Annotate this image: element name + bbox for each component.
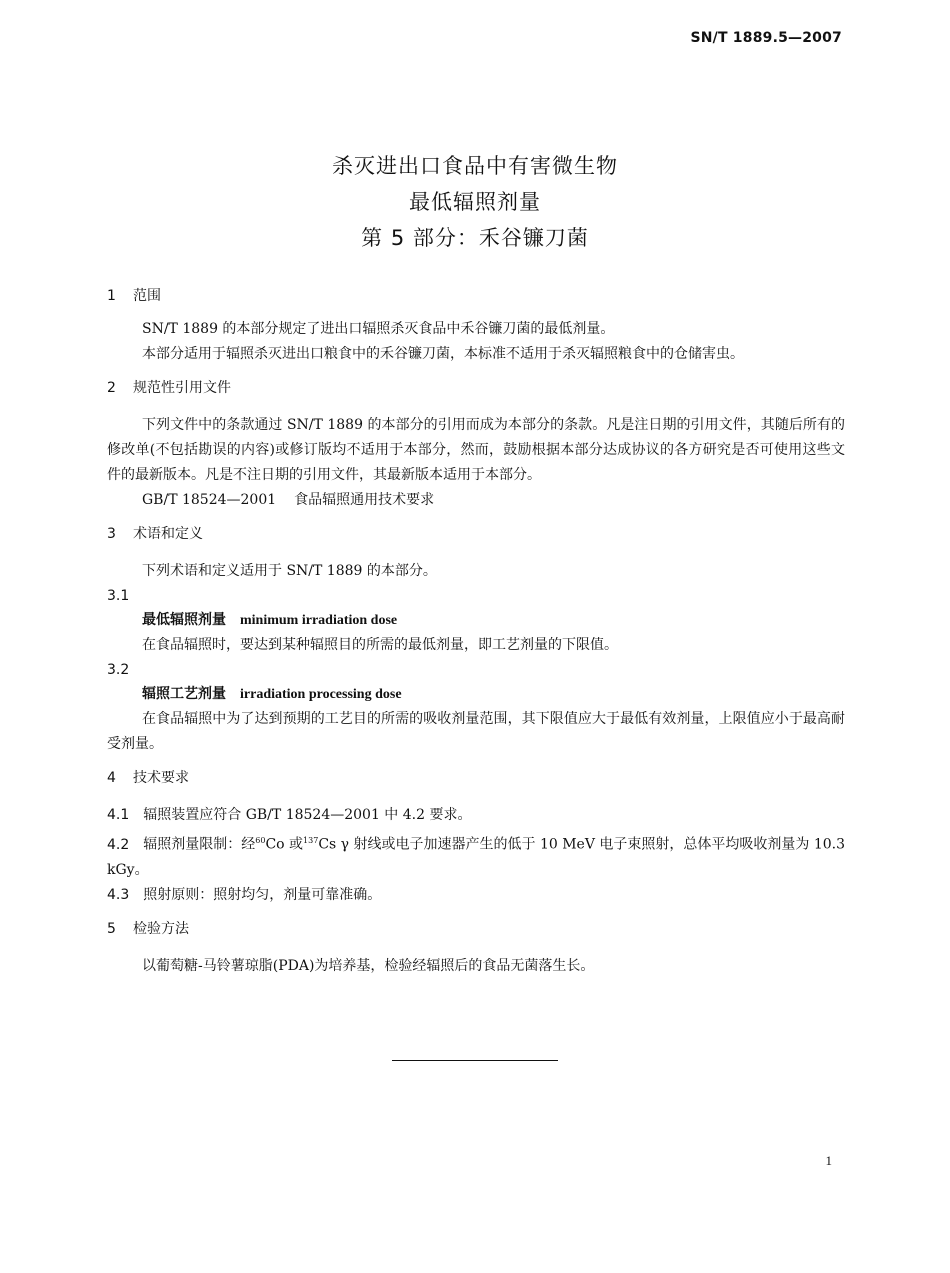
- term-2-number: 3.2: [107, 662, 130, 678]
- term-1-en: minimum irradiation dose: [240, 613, 398, 628]
- section-5-paragraph-1: 以葡萄糖-马铃薯琼脂(PDA)为培养基，检验经辐照后的食品无菌落生长。: [142, 957, 595, 974]
- section-3-title: 术语和定义: [133, 526, 203, 542]
- end-of-document-rule: [392, 1060, 558, 1061]
- term-2-en: irradiation processing dose: [240, 687, 402, 702]
- section-1-heading: [107, 285, 845, 307]
- section-1-paragraph-1: SN/T 1889 的本部分规定了进出口辐照杀灭食品中禾谷镰刀菌的最低剂量。: [142, 321, 615, 337]
- section-1-paragraph-2: 本部分适用于辐照杀灭进出口粮食中的禾谷镰刀菌，本标准不适用于杀灭辐照粮食中的仓储害虫。: [142, 346, 744, 362]
- requirement-4-2-text-b: Co 或: [265, 836, 304, 853]
- requirement-4-2-number: 4.2: [107, 836, 130, 853]
- section-2-heading: [107, 377, 845, 399]
- document-title: [0, 148, 950, 256]
- requirement-4-1: [107, 803, 845, 828]
- term-1-definition: 在食品辐照时，要达到某种辐照目的所需的最低剂量，即工艺剂量的下限值。: [142, 637, 618, 653]
- section-1-number: 1: [107, 288, 116, 304]
- term-2-zh: 辐照工艺剂量: [142, 686, 226, 702]
- term-1-zh: 最低辐照剂量: [142, 612, 226, 628]
- section-4-heading: [107, 767, 845, 789]
- section-4-title: 技术要求: [133, 770, 189, 786]
- requirement-4-3-number: 4.3: [107, 886, 130, 903]
- requirement-4-3-text: 照射原则：照射均匀，剂量可靠准确。: [143, 886, 382, 903]
- section-3-heading: [107, 523, 845, 545]
- section-2-title: 规范性引用文件: [133, 380, 231, 396]
- section-3-paragraph-1: 下列术语和定义适用于 SN/T 1889 的本部分。: [142, 563, 437, 579]
- section-5-number: 5: [107, 920, 116, 937]
- term-1-number: 3.1: [107, 588, 130, 604]
- page-number: 1: [825, 1153, 832, 1168]
- term-2-definition: 在食品辐照中为了达到预期的工艺目的所需的吸收剂量范围，其下限值应大于最低有效剂量，上限值应小于最高耐受剂量。: [107, 711, 845, 752]
- section-3-number: 3: [107, 526, 116, 542]
- requirement-4-1-text: 辐照装置应符合 GB/T 18524—2001 中 4.2 要求。: [143, 807, 472, 823]
- requirement-4-2: [107, 828, 845, 883]
- title-line-3: 第 5 部分：禾谷镰刀菌: [361, 226, 589, 250]
- requirement-4-2-text-c: Cs γ 射线或电子加速器产生的低于 10 MeV 电子束照射，总体平均吸收剂量为 10.3 kGy。: [107, 836, 846, 878]
- section-5-title: 检验方法: [133, 920, 189, 937]
- section-2-number: 2: [107, 380, 116, 396]
- requirement-4-1-number: 4.1: [107, 807, 130, 823]
- section-2-paragraph-1: 下列文件中的条款通过 SN/T 1889 的本部分的引用而成为本部分的条款。凡是注日期的引用文件，其随后所有的修改单(不包括勘误的内容)或修订版均不适用于本部分，然而，鼓励根据本部分达成协议的各方研究是否可使用这些文件的最新版本。凡是不注日期的引用文件，其最新版本适用于本部分。: [107, 417, 845, 483]
- cobalt-mass-number: 60: [255, 836, 266, 845]
- cesium-mass-number: 137: [303, 836, 319, 845]
- requirement-4-2-text-a: 辐照剂量限制：经: [143, 836, 256, 853]
- section-5-heading: [107, 918, 845, 940]
- section-1-title: 范围: [133, 288, 161, 304]
- title-line-1: 杀灭进出口食品中有害微生物: [332, 154, 618, 178]
- reference-title: 食品辐照通用技术要求: [294, 492, 435, 508]
- term-1-name: [142, 608, 845, 633]
- standard-code: SN/T 1889.5—2007: [690, 30, 842, 46]
- requirement-4-3: [107, 883, 845, 908]
- document-body: [107, 285, 845, 979]
- reference-code: GB/T 18524—2001: [142, 492, 277, 508]
- section-4-number: 4: [107, 770, 116, 786]
- term-2-name: [142, 682, 845, 707]
- title-line-2: 最低辐照剂量: [409, 190, 541, 214]
- normative-reference: [107, 488, 845, 513]
